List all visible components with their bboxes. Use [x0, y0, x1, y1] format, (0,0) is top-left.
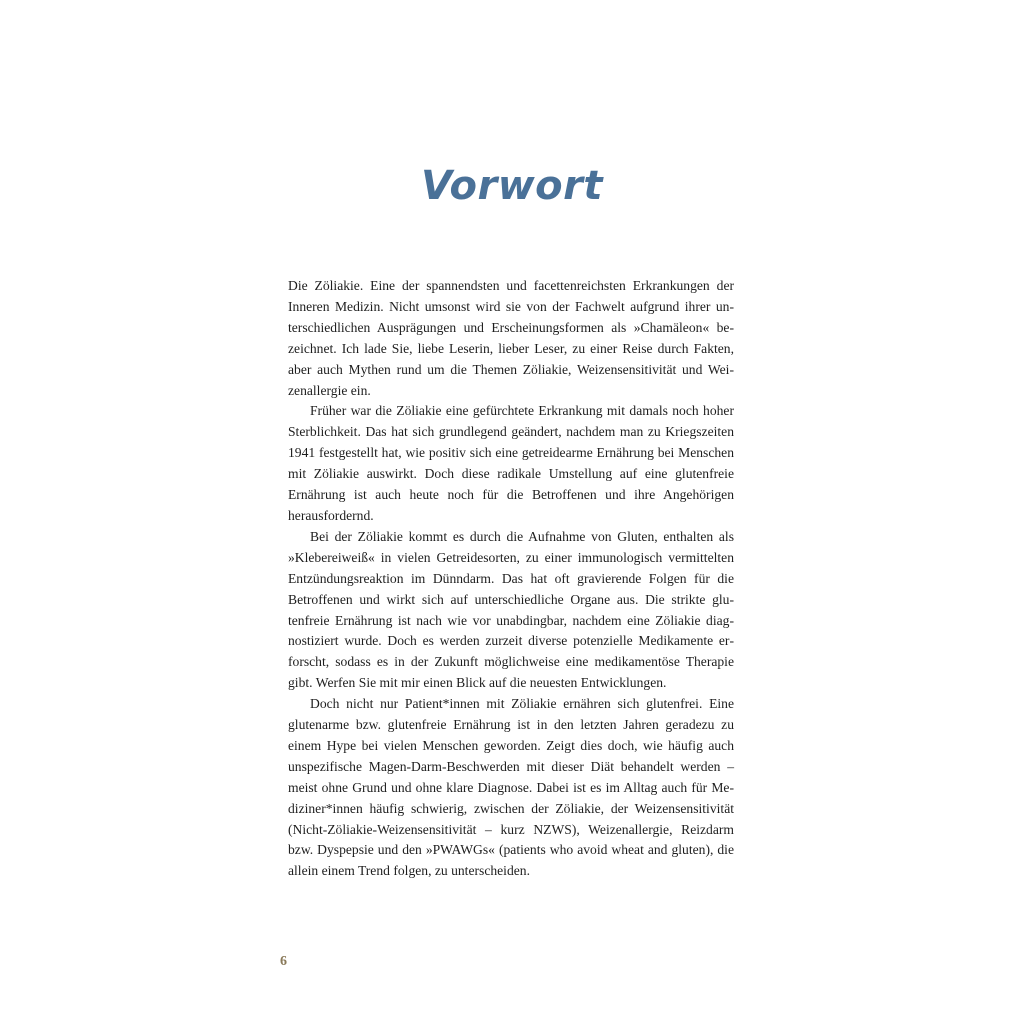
chapter-title: Vorwort: [420, 163, 604, 209]
body-text: [288, 276, 734, 882]
page-number: 6: [280, 954, 287, 969]
paragraph-1: Die Zöliakie. Eine der spannendsten und facettenreichsten Erkrankungen der Inneren Medizin. Nicht umsonst wird sie von der Fachwelt aufgrund ihrer unterschiedlichen Ausprägungen und Erscheinungsformen als »Chamäleon« bezeichnet. Ich lade Sie, liebe Leserin, lieber Leser, zu einer Reise durch Fakten, aber auch Mythen rund um die Themen Zöliakie, Weizensensitivität und Weizenallergie ein.: [288, 278, 734, 398]
paragraph-2: Früher war die Zöliakie eine gefürchtete Erkrankung mit damals noch hoher Sterblichkeit. Das hat sich grundlegend geändert, nachdem man zu Kriegszeiten 1941 festgestellt hat, wie positiv sich eine getreidearme Ernährung bei Menschen mit Zöliakie auswirkt. Doch diese radikale Umstellung auf eine glutenfreie Ernährung ist auch heute noch für die Betroffenen und ihre Angehörigen herausfordernd.: [288, 403, 734, 523]
paragraph-3: Bei der Zöliakie kommt es durch die Aufnahme von Gluten, enthalten als »Klebereiweiß« in vielen Getreidesorten, zu einer immunologisch vermittelten Entzündungsreaktion im Dünndarm. Das hat oft gravierende Folgen für die Betroffenen und wirkt sich auf unterschiedliche Organe aus. Die strikte glutenfreie Ernährung ist nach wie vor unabdingbar, nachdem eine Zöliakie diagnostiziert wurde. Doch es werden zurzeit diverse potenzielle Medikamente erforscht, sodass es in der Zukunft möglichweise eine medikamentöse Therapie gibt. Werfen Sie mit mir einen Blick auf die neuesten Entwicklungen.: [288, 528, 734, 691]
paragraph-4: Doch nicht nur Patient*innen mit Zöliakie ernähren sich glutenfrei. Eine glutenarme bzw. glutenfreie Ernährung ist in den letzten Jahren geradezu zu einem Hype bei vielen Menschen geworden. Zeigt dies doch, wie häufig auch unspezifische Magen-Darm-Beschwerden mit dieser Diät behandelt werden – meist ohne Grund und ohne klare Diagnose. Dabei ist es im Alltag auch für Mediziner*innen häufig schwierig, zwischen der Zöliakie, der Weizensensitivität (Nicht-Zöliakie-Weizensensitivität – kurz NZWS), Weizenallergie, Reizdarm bzw. Dyspepsie und den »PWAWGs« (patients who avoid wheat and gluten), die allein einem Trend folgen, zu unterscheiden.: [288, 696, 734, 879]
